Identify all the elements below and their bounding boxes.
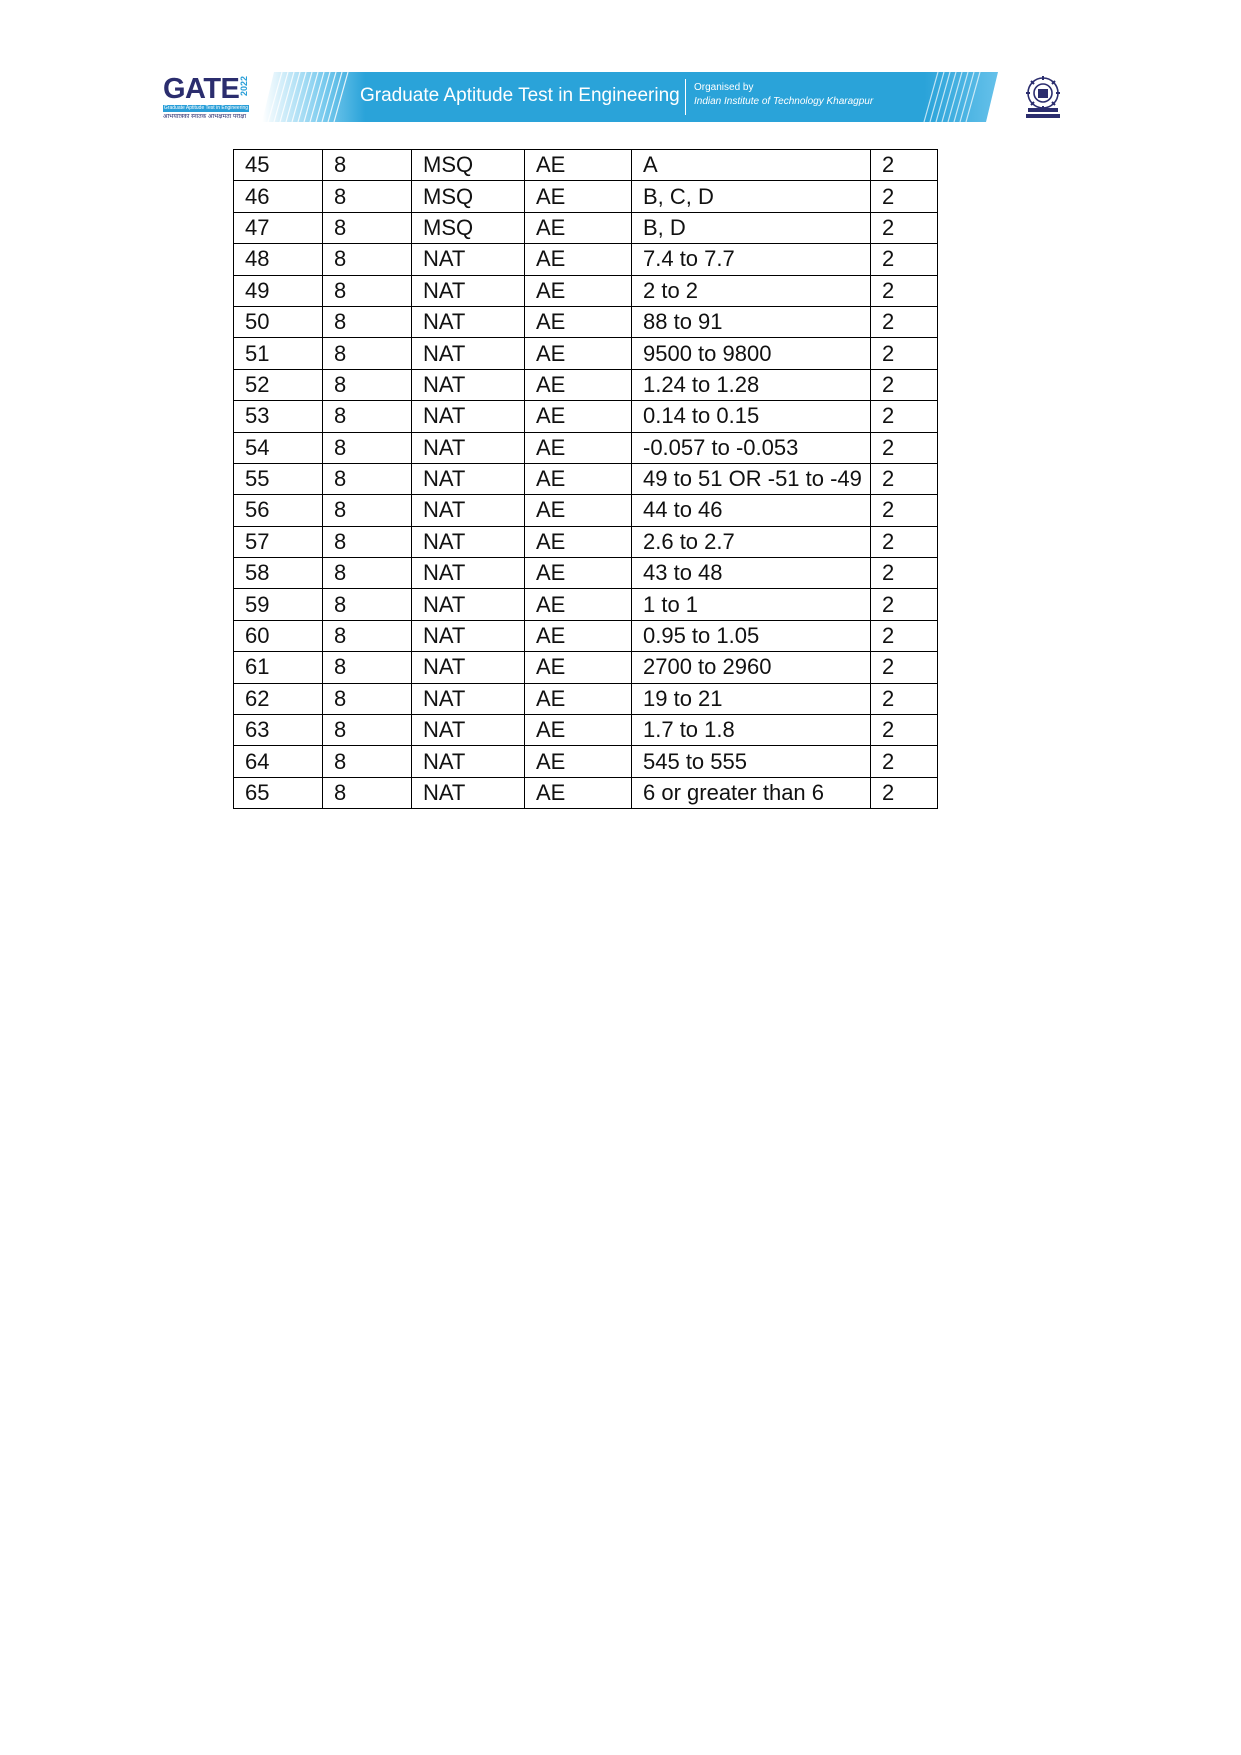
cell-marks: 2 (871, 338, 938, 369)
answer-key-table-body (234, 150, 938, 809)
cell-question-type: NAT (412, 244, 525, 275)
cell-section: AE (525, 212, 632, 243)
cell-section: AE (525, 338, 632, 369)
cell-section: AE (525, 463, 632, 494)
cell-key: 6 or greater than 6 (632, 777, 871, 808)
cell-key: 2700 to 2960 (632, 652, 871, 683)
cell-marks: 2 (871, 495, 938, 526)
cell-question-type: NAT (412, 401, 525, 432)
cell-marks: 2 (871, 150, 938, 181)
cell-question-number: 53 (234, 401, 323, 432)
header-banner (262, 72, 998, 122)
gate-logo-year: 2022 (239, 76, 249, 97)
cell-key: 1.7 to 1.8 (632, 715, 871, 746)
cell-question-type: NAT (412, 275, 525, 306)
cell-session: 8 (323, 652, 412, 683)
cell-marks: 2 (871, 683, 938, 714)
cell-key: 545 to 555 (632, 746, 871, 777)
cell-question-type: NAT (412, 526, 525, 557)
cell-key: 0.95 to 1.05 (632, 620, 871, 651)
cell-section: AE (525, 777, 632, 808)
table-row (234, 746, 938, 777)
cell-section: AE (525, 715, 632, 746)
cell-key: -0.057 to -0.053 (632, 432, 871, 463)
cell-session: 8 (323, 746, 412, 777)
cell-session: 8 (323, 181, 412, 212)
cell-marks: 2 (871, 432, 938, 463)
cell-question-number: 48 (234, 244, 323, 275)
cell-session: 8 (323, 275, 412, 306)
table-row (234, 777, 938, 808)
table-row (234, 463, 938, 494)
cell-question-number: 64 (234, 746, 323, 777)
cell-session: 8 (323, 150, 412, 181)
table-row (234, 150, 938, 181)
cell-section: AE (525, 620, 632, 651)
cell-question-type: NAT (412, 558, 525, 589)
cell-session: 8 (323, 683, 412, 714)
cell-section: AE (525, 558, 632, 589)
table-row (234, 526, 938, 557)
cell-key: 9500 to 9800 (632, 338, 871, 369)
cell-key: 2.6 to 2.7 (632, 526, 871, 557)
table-row (234, 683, 938, 714)
table-row (234, 715, 938, 746)
cell-key: 44 to 46 (632, 495, 871, 526)
organiser-label: Organised by (694, 82, 754, 93)
cell-question-number: 47 (234, 212, 323, 243)
cell-session: 8 (323, 558, 412, 589)
cell-marks: 2 (871, 589, 938, 620)
organiser-name: Indian Institute of Technology Kharagpur (694, 96, 874, 107)
cell-question-number: 45 (234, 150, 323, 181)
cell-session: 8 (323, 526, 412, 557)
cell-section: AE (525, 275, 632, 306)
cell-section: AE (525, 746, 632, 777)
cell-key: 19 to 21 (632, 683, 871, 714)
cell-session: 8 (323, 495, 412, 526)
cell-section: AE (525, 432, 632, 463)
cell-marks: 2 (871, 620, 938, 651)
cell-question-type: NAT (412, 620, 525, 651)
answer-key-table (233, 149, 938, 809)
banner-title: Graduate Aptitude Test in Engineering (360, 85, 680, 106)
table-row (234, 401, 938, 432)
table-row (234, 620, 938, 651)
cell-key: 1.24 to 1.28 (632, 369, 871, 400)
cell-question-number: 63 (234, 715, 323, 746)
cell-question-type: NAT (412, 715, 525, 746)
cell-question-number: 60 (234, 620, 323, 651)
cell-question-number: 56 (234, 495, 323, 526)
table-row (234, 244, 938, 275)
iit-kharagpur-emblem-icon (1022, 74, 1064, 120)
cell-section: AE (525, 181, 632, 212)
table-row (234, 306, 938, 337)
cell-key: B, C, D (632, 181, 871, 212)
cell-question-number: 61 (234, 652, 323, 683)
cell-question-type: NAT (412, 495, 525, 526)
cell-section: AE (525, 306, 632, 337)
cell-session: 8 (323, 401, 412, 432)
cell-key: 49 to 51 OR -51 to -49 (632, 463, 871, 494)
cell-marks: 2 (871, 275, 938, 306)
cell-key: 88 to 91 (632, 306, 871, 337)
cell-question-number: 54 (234, 432, 323, 463)
cell-session: 8 (323, 463, 412, 494)
cell-marks: 2 (871, 463, 938, 494)
gate-logo-subtitle: Graduate Aptitude Test in Engineering (163, 105, 249, 111)
cell-key: 1 to 1 (632, 589, 871, 620)
cell-question-number: 65 (234, 777, 323, 808)
cell-question-type: NAT (412, 338, 525, 369)
cell-section: AE (525, 401, 632, 432)
cell-question-number: 49 (234, 275, 323, 306)
cell-marks: 2 (871, 212, 938, 243)
cell-marks: 2 (871, 244, 938, 275)
cell-question-type: NAT (412, 306, 525, 337)
table-row (234, 432, 938, 463)
table-row (234, 652, 938, 683)
cell-key: A (632, 150, 871, 181)
cell-key: 43 to 48 (632, 558, 871, 589)
cell-question-type: NAT (412, 369, 525, 400)
banner-divider (685, 79, 686, 115)
gate-logo-hindi: अभियांत्रिकी स्नातक अभिक्षमता परीक्षा (163, 114, 247, 120)
cell-question-number: 51 (234, 338, 323, 369)
cell-key: 0.14 to 0.15 (632, 401, 871, 432)
cell-section: AE (525, 369, 632, 400)
table-row (234, 275, 938, 306)
cell-session: 8 (323, 715, 412, 746)
cell-question-number: 59 (234, 589, 323, 620)
cell-question-type: MSQ (412, 150, 525, 181)
table-row (234, 181, 938, 212)
cell-section: AE (525, 495, 632, 526)
table-row (234, 589, 938, 620)
table-row (234, 369, 938, 400)
cell-question-type: MSQ (412, 181, 525, 212)
cell-marks: 2 (871, 401, 938, 432)
cell-key: 2 to 2 (632, 275, 871, 306)
cell-question-number: 62 (234, 683, 323, 714)
gate-logo-text: GATE (163, 73, 240, 105)
cell-marks: 2 (871, 306, 938, 337)
cell-marks: 2 (871, 526, 938, 557)
cell-question-type: NAT (412, 746, 525, 777)
cell-session: 8 (323, 369, 412, 400)
cell-section: AE (525, 526, 632, 557)
cell-marks: 2 (871, 777, 938, 808)
cell-session: 8 (323, 777, 412, 808)
cell-question-number: 52 (234, 369, 323, 400)
page-header (0, 0, 1241, 140)
cell-marks: 2 (871, 558, 938, 589)
cell-section: AE (525, 652, 632, 683)
cell-session: 8 (323, 620, 412, 651)
cell-key: B, D (632, 212, 871, 243)
cell-marks: 2 (871, 652, 938, 683)
cell-question-number: 50 (234, 306, 323, 337)
cell-section: AE (525, 150, 632, 181)
cell-session: 8 (323, 244, 412, 275)
cell-marks: 2 (871, 181, 938, 212)
cell-section: AE (525, 683, 632, 714)
cell-question-type: NAT (412, 652, 525, 683)
cell-question-type: NAT (412, 463, 525, 494)
cell-session: 8 (323, 338, 412, 369)
cell-question-number: 46 (234, 181, 323, 212)
cell-marks: 2 (871, 369, 938, 400)
cell-question-type: MSQ (412, 212, 525, 243)
gate-logo (163, 74, 253, 124)
cell-session: 8 (323, 432, 412, 463)
cell-question-type: NAT (412, 683, 525, 714)
cell-question-number: 58 (234, 558, 323, 589)
cell-session: 8 (323, 589, 412, 620)
cell-question-number: 57 (234, 526, 323, 557)
table-row (234, 558, 938, 589)
cell-section: AE (525, 244, 632, 275)
cell-marks: 2 (871, 715, 938, 746)
cell-question-type: NAT (412, 777, 525, 808)
cell-question-type: NAT (412, 432, 525, 463)
table-row (234, 338, 938, 369)
cell-marks: 2 (871, 746, 938, 777)
cell-question-type: NAT (412, 589, 525, 620)
cell-key: 7.4 to 7.7 (632, 244, 871, 275)
cell-session: 8 (323, 306, 412, 337)
cell-section: AE (525, 589, 632, 620)
cell-question-number: 55 (234, 463, 323, 494)
cell-session: 8 (323, 212, 412, 243)
table-row (234, 212, 938, 243)
table-row (234, 495, 938, 526)
